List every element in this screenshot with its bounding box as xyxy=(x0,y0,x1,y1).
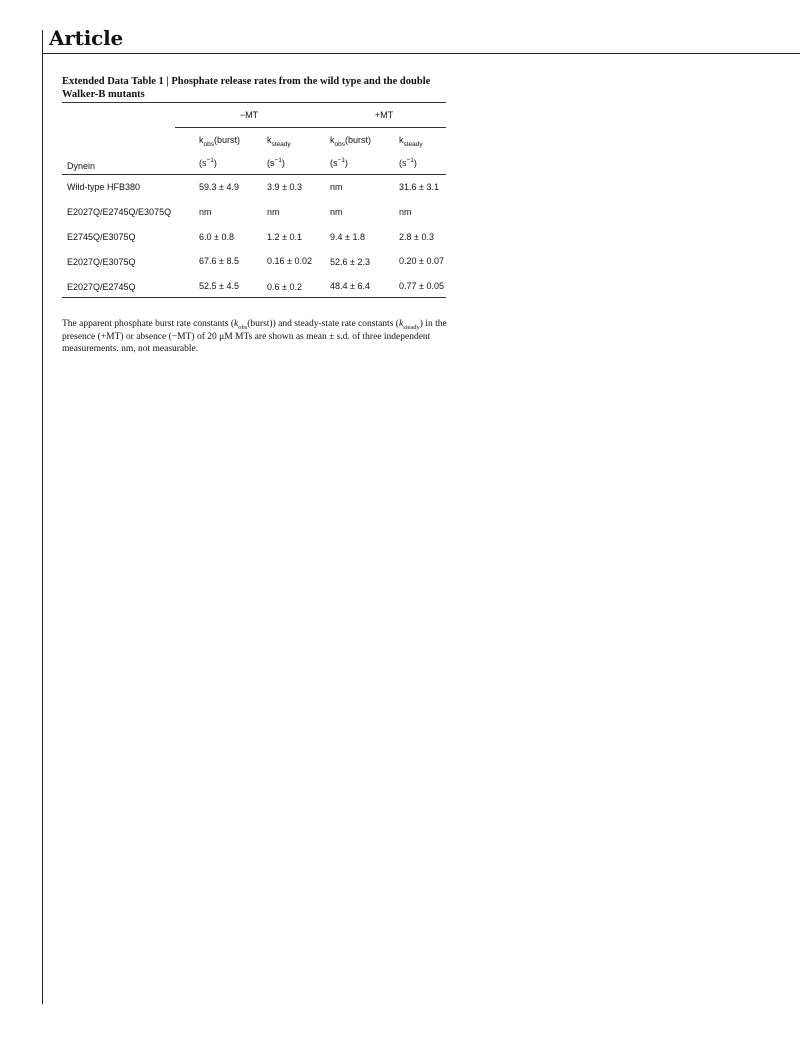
unit-minus-ksteady: $(s^{-1})$ xyxy=(267,157,285,168)
table-cell: 0.77 ± 0.05 xyxy=(399,281,444,291)
unit-minus-kobs: $(s^{-1})$ xyxy=(199,157,217,168)
unit-plus-ksteady: $(s^{-1})$ xyxy=(399,157,417,168)
column-header-rule xyxy=(62,174,446,175)
table-cell: nm xyxy=(267,207,280,217)
table-row-name: E2745Q/E3075Q xyxy=(67,232,136,242)
table-row-name: E2027Q/E2745Q/E3075Q xyxy=(67,207,172,217)
unit-plus-kobs: $(s^{-1})$ xyxy=(330,157,348,168)
table-cell: 9.4 ± 1.8 xyxy=(330,232,365,242)
header-rule xyxy=(42,53,800,54)
section-header: Article xyxy=(49,26,123,50)
table-cell: 67.6 ± 8.5 xyxy=(199,256,239,266)
col-header-plus-ksteady: $k_{steady}$ xyxy=(399,135,423,148)
table-cell: 31.6 ± 3.1 xyxy=(399,182,439,192)
table-bottom-rule xyxy=(62,297,446,298)
table-cell: 0.20 ± 0.07 xyxy=(399,256,444,266)
table-row-name: Wild-type HFB380 xyxy=(67,182,141,192)
table-cell: nm xyxy=(330,182,343,192)
col-header-plus-kobs: $k_{obs}(burst)$ xyxy=(330,135,371,148)
group-header-rule xyxy=(175,127,446,128)
table-cell: 0.6 ± 0.2 xyxy=(267,282,302,292)
table-cell: 52.5 ± 4.5 xyxy=(199,281,239,291)
col-header-minus-kobs: $k_{obs}(burst)$ xyxy=(199,135,240,148)
table-cell: 1.2 ± 0.1 xyxy=(267,232,302,242)
table-cell: nm xyxy=(199,207,212,217)
group-header-minus-mt: −MT xyxy=(239,110,259,120)
table-title: Extended Data Table 1 | Phosphate release rates from the wild type and the double Walker-B mutants xyxy=(62,76,431,100)
table-top-rule xyxy=(62,102,446,103)
table-cell: 0.16 ± 0.02 xyxy=(267,256,312,266)
left-margin-rule xyxy=(42,30,43,1004)
col-header-minus-ksteady: $k_{steady}$ xyxy=(267,135,291,148)
table-cell: 2.8 ± 0.3 xyxy=(399,232,434,242)
table-caption: The apparent phosphate burst rate constants $(k_{obs}(burst))$ and steady-state rate constants $(k_{steady})$ in the presence (+MT) or absence (−MT) of 20 μM MTs are shown as mean ± s.d. of three independent measurements. nm, not measurable. xyxy=(62,319,447,354)
table-cell: 3.9 ± 0.3 xyxy=(267,182,302,192)
table-cell: 6.0 ± 0.8 xyxy=(199,232,234,242)
col-header-dynein: Dynein xyxy=(67,161,96,171)
table-cell: 48.4 ± 6.4 xyxy=(330,281,370,291)
table-cell: 59.3 ± 4.9 xyxy=(199,182,239,192)
table-row-name: E2027Q/E2745Q xyxy=(67,282,136,292)
group-header-plus-mt: +MT xyxy=(374,110,394,120)
table-cell: nm xyxy=(330,207,343,217)
table-row-name: E2027Q/E3075Q xyxy=(67,257,136,267)
table-cell: 52.6 ± 2.3 xyxy=(330,257,370,267)
table-cell: nm xyxy=(399,207,412,217)
